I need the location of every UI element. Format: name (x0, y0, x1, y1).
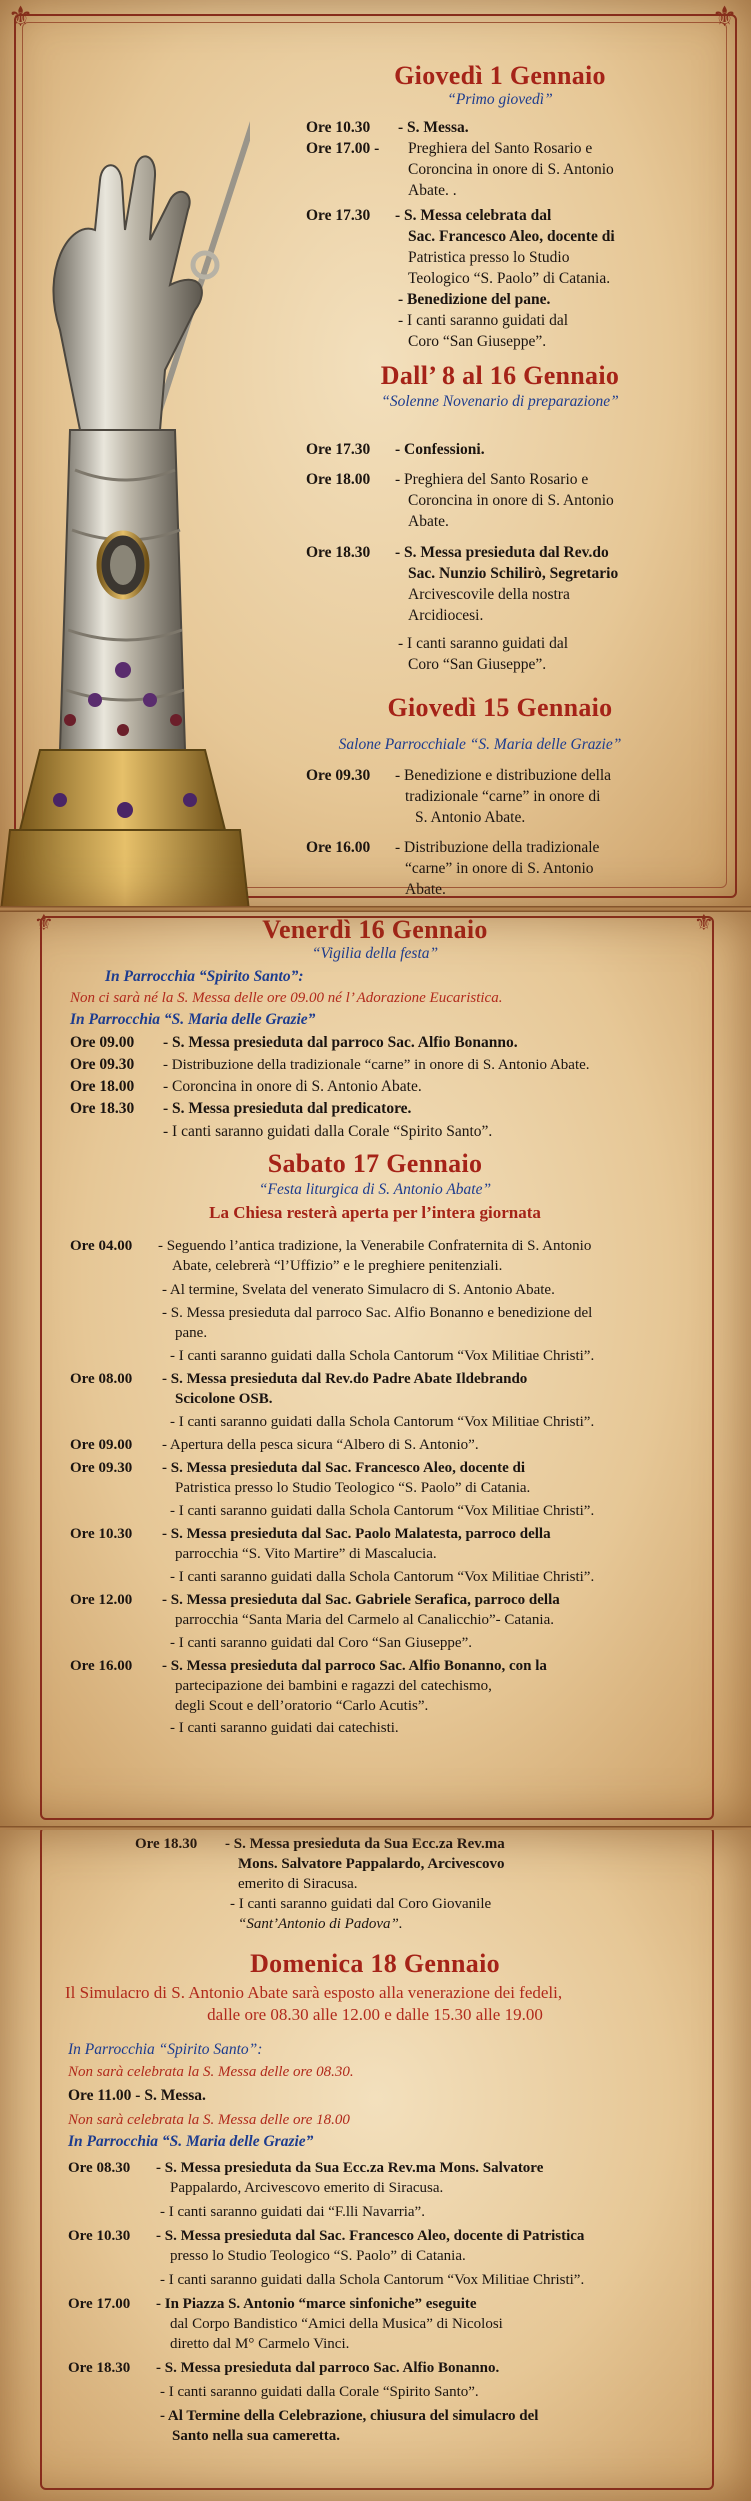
entry: Preghiera del Santo Rosario e (408, 140, 593, 157)
entry: - S. Messa presieduta dal predicatore. (163, 1100, 412, 1117)
entry: Sac. Nunzio Schilirò, Segretario (408, 565, 619, 582)
time: Ore 18.30 (70, 1100, 135, 1117)
time: Ore 10.30 (306, 119, 371, 136)
entry: - Benedizione del pane. (398, 291, 551, 308)
fleur-de-lis-icon: ⚜ (8, 2, 34, 33)
entry: Patristica presso lo Studio (408, 249, 570, 266)
section-january-17-18 (0, 1830, 751, 2501)
entry: - S. Messa presieduta dal Sac. Paolo Malatesta, parroco della (162, 1526, 551, 1542)
entry: pane. (175, 1325, 208, 1341)
entry: - S. Messa presieduta dal parroco Sac. Alfio Bonanno e benedizione del (162, 1305, 593, 1321)
subtitle-sabato-17: “Festa liturgica di S. Antonio Abate” (258, 1181, 492, 1198)
title-domenica-18: Domenica 18 Gennaio (250, 1949, 500, 1978)
entry: diretto dal M° Carmelo Vinci. (170, 2336, 350, 2352)
time: Ore 18.30 (135, 1836, 198, 1852)
entry: - S. Messa presieduta da Sua Ecc.za Rev.ma Mons. Salvatore (156, 2160, 544, 2176)
entry: - Distribuzione della tradizionale (395, 839, 600, 856)
time: Ore 08.00 (70, 1371, 133, 1387)
entry: - Al termine, Svelata del venerato Simulacro di S. Antonio Abate. (162, 1282, 555, 1298)
title-novena: Dall’ 8 al 16 Gennaio (380, 361, 620, 390)
entry: - I canti saranno guidati dalla Corale “Spirito Santo”. (163, 1123, 493, 1140)
entry: - S. Messa presieduta dal Sac. Francesco Aleo, docente di Patristica (156, 2228, 585, 2244)
entry: Coro “San Giuseppe”. (408, 656, 547, 673)
parish-spirito-santo: In Parrocchia “Spirito Santo”: (105, 968, 304, 985)
parish-santa-maria: In Parrocchia “S. Maria delle Grazie” (70, 1011, 316, 1028)
entry: “carne” in onore di S. Antonio (405, 860, 594, 877)
entry: - S. Messa celebrata dal (395, 207, 552, 224)
time: Ore 18.30 (306, 544, 371, 561)
title-giovedi-1: Giovedì 1 Gennaio (394, 61, 606, 90)
time: Ore 18.00 (306, 471, 371, 488)
parish-spirito-santo: In Parrocchia “Spirito Santo”: (68, 2041, 263, 2058)
time: Ore 17.00 - (306, 140, 380, 157)
entry: - I canti saranno guidati dalla Schola Cantorum “Vox Militiae Christi”. (170, 1414, 595, 1430)
entry: Coroncina in onore di S. Antonio (408, 161, 614, 178)
section-january-16-17 (0, 912, 751, 1828)
entry: - S. Messa presieduta dal Rev.do (395, 544, 609, 561)
entry: - I canti saranno guidati dalla Corale “Spirito Santo”. (160, 2384, 479, 2400)
banner-church-open: La Chiesa resterà aperta per l’intera giornata (209, 1203, 541, 1222)
time: Ore 09.00 (70, 1034, 135, 1051)
note-no-mass-0830: Non sarà celebrata la S. Messa delle ore 08.30. (68, 2064, 354, 2080)
mass-11: Ore 11.00 - S. Messa. (68, 2087, 206, 2104)
entry: - Al Termine della Celebrazione, chiusura del simulacro del (160, 2408, 539, 2424)
subtitle-giovedi-15: Salone Parrocchiale “S. Maria delle Grazie” (338, 736, 622, 753)
note-no-mass: Non ci sarà né la S. Messa delle ore 09.00 né l’ Adorazione Eucaristica. (70, 990, 503, 1006)
time: Ore 09.30 (306, 767, 371, 784)
subtitle-novena: “Solenne Novenario di preparazione” (381, 393, 619, 410)
entry: - I canti saranno guidati dalla Schola Cantorum “Vox Militiae Christi”. (170, 1569, 595, 1585)
entry: emerito di Siracusa. (238, 1876, 358, 1892)
exposure-line-2: dalle ore 08.30 alle 12.00 e dalle 15.30 alle 19.00 (207, 2005, 543, 2024)
entry: Mons. Salvatore Pappalardo, Arcivescovo (238, 1856, 505, 1872)
entry: Arcivescovile della nostra (408, 586, 570, 603)
entry: - I canti saranno guidati dal (398, 635, 569, 652)
note-no-mass-1800: Non sarà celebrata la S. Messa delle ore 18.00 (68, 2112, 350, 2128)
entry: - S. Messa presieduta dal parroco Sac. Alfio Bonanno, con la (162, 1658, 547, 1674)
reliquary-arm-icon (0, 110, 250, 910)
entry: - I canti saranno guidati dalla Schola Cantorum “Vox Militiae Christi”. (170, 1348, 595, 1364)
fleur-de-lis-icon: ⚜ (694, 912, 714, 935)
entry: Teologico “S. Paolo” di Catania. (408, 270, 611, 287)
entry: Abate. . (408, 182, 457, 199)
time: Ore 16.00 (306, 839, 371, 856)
entry: partecipazione dei bambini e ragazzi del catechismo, (175, 1678, 492, 1694)
entry: - In Piazza S. Antonio “marce sinfoniche” eseguite (156, 2296, 477, 2312)
entry: - I canti saranno guidati dalla Schola Cantorum “Vox Militiae Christi”. (160, 2272, 585, 2288)
entry: - S. Messa presieduta dal parroco Sac. Alfio Bonanno. (156, 2360, 500, 2376)
time: Ore 17.30 (306, 441, 371, 458)
entry: Patristica presso lo Studio Teologico “S. Paolo” di Catania. (175, 1480, 531, 1496)
time: Ore 09.30 (70, 1056, 135, 1073)
entry: - S. Messa. (398, 119, 469, 136)
time: Ore 10.30 (68, 2228, 131, 2244)
entry: - I canti saranno guidati dai catechisti. (170, 1720, 399, 1736)
parish-santa-maria: In Parrocchia “S. Maria delle Grazie” (68, 2133, 314, 2150)
time: Ore 04.00 (70, 1238, 133, 1254)
fleur-de-lis-icon: ⚜ (712, 2, 738, 33)
entry: degli Scout e dell’oratorio “Carlo Acutis”. (175, 1698, 429, 1714)
title-sabato-17: Sabato 17 Gennaio (267, 1149, 483, 1178)
entry: - I canti saranno guidati dalla Schola Cantorum “Vox Militiae Christi”. (170, 1503, 595, 1519)
subtitle-venerdi-16: “Vigilia della festa” (311, 945, 439, 962)
entry: Coroncina in onore di S. Antonio (408, 492, 614, 509)
time: Ore 18.30 (68, 2360, 131, 2376)
time: Ore 17.00 (68, 2296, 131, 2312)
time: Ore 17.30 (306, 207, 371, 224)
entry: Abate. (408, 513, 449, 530)
entry: - S. Messa presieduta da Sua Ecc.za Rev.ma (225, 1836, 505, 1852)
entry: - I canti saranno guidati dal Coro Giovanile (230, 1896, 492, 1912)
entry: - I canti saranno guidati dal (398, 312, 569, 329)
entry: - I canti saranno guidati dal Coro “San Giuseppe”. (170, 1635, 472, 1651)
entry: - Benedizione e distribuzione della (395, 767, 612, 784)
entry: Abate. (405, 881, 446, 898)
entry: Scicolone OSB. (175, 1391, 273, 1407)
entry: Abate, celebrerà “l’Uffizio” e le preghiere penitenziali. (172, 1258, 503, 1274)
entry: parrocchia “S. Vito Martire” di Mascalucia. (175, 1546, 437, 1562)
entry: Coro “San Giuseppe”. (408, 333, 547, 350)
time: Ore 08.30 (68, 2160, 131, 2176)
entry: - S. Messa presieduta dal Sac. Gabriele Serafica, parroco della (162, 1592, 560, 1608)
entry: - Coroncina in onore di S. Antonio Abate. (163, 1078, 422, 1095)
entry: “Sant’Antonio di Padova”. (238, 1916, 403, 1932)
entry: parrocchia “Santa Maria del Carmelo al Canalicchio”- Catania. (175, 1612, 554, 1628)
entry: - S. Messa presieduta dal Rev.do Padre Abate Ildebrando (162, 1371, 528, 1387)
entry: - S. Messa presieduta dal parroco Sac. Alfio Bonanno. (163, 1034, 518, 1051)
entry: S. Antonio Abate. (415, 809, 526, 826)
subtitle-giovedi-1: “Primo giovedì” (447, 91, 553, 108)
entry: - I canti saranno guidati dai “F.lli Navarria”. (160, 2204, 425, 2220)
entry: - Seguendo l’antica tradizione, la Venerabile Confraternita di S. Antonio (158, 1238, 592, 1254)
time: Ore 09.00 (70, 1437, 133, 1453)
exposure-line-1: Il Simulacro di S. Antonio Abate sarà esposto alla venerazione dei fedeli, (65, 1983, 563, 2002)
title-venerdi-16: Venerdì 16 Gennaio (262, 915, 488, 944)
time: Ore 09.30 (70, 1460, 133, 1476)
fleur-de-lis-icon: ⚜ (34, 912, 54, 935)
entry: Pappalardo, Arcivescovo emerito di Siracusa. (170, 2180, 444, 2196)
section-january-1-15 (0, 0, 751, 910)
title-giovedi-15: Giovedì 15 Gennaio (387, 693, 613, 722)
time: Ore 12.00 (70, 1592, 133, 1608)
entry: - Apertura della pesca sicura “Albero di S. Antonio”. (162, 1437, 479, 1453)
entry: - S. Messa presieduta dal Sac. Francesco Aleo, docente di (162, 1460, 526, 1476)
entry: Arcidiocesi. (408, 607, 484, 624)
entry: - Distribuzione della tradizionale “carne” in onore di S. Antonio Abate. (163, 1057, 590, 1073)
entry: Sac. Francesco Aleo, docente di (408, 228, 615, 245)
entry: presso lo Studio Teologico “S. Paolo” di Catania. (170, 2248, 466, 2264)
time: Ore 16.00 (70, 1658, 133, 1674)
entry: - Confessioni. (395, 441, 485, 458)
entry: - Preghiera del Santo Rosario e (395, 471, 589, 488)
time: Ore 18.00 (70, 1078, 135, 1095)
entry: tradizionale “carne” in onore di (405, 788, 601, 805)
entry: dal Corpo Bandistico “Amici della Musica” di Nicolosi (170, 2316, 503, 2332)
time: Ore 10.30 (70, 1526, 133, 1542)
entry: Santo nella sua cameretta. (172, 2428, 341, 2444)
